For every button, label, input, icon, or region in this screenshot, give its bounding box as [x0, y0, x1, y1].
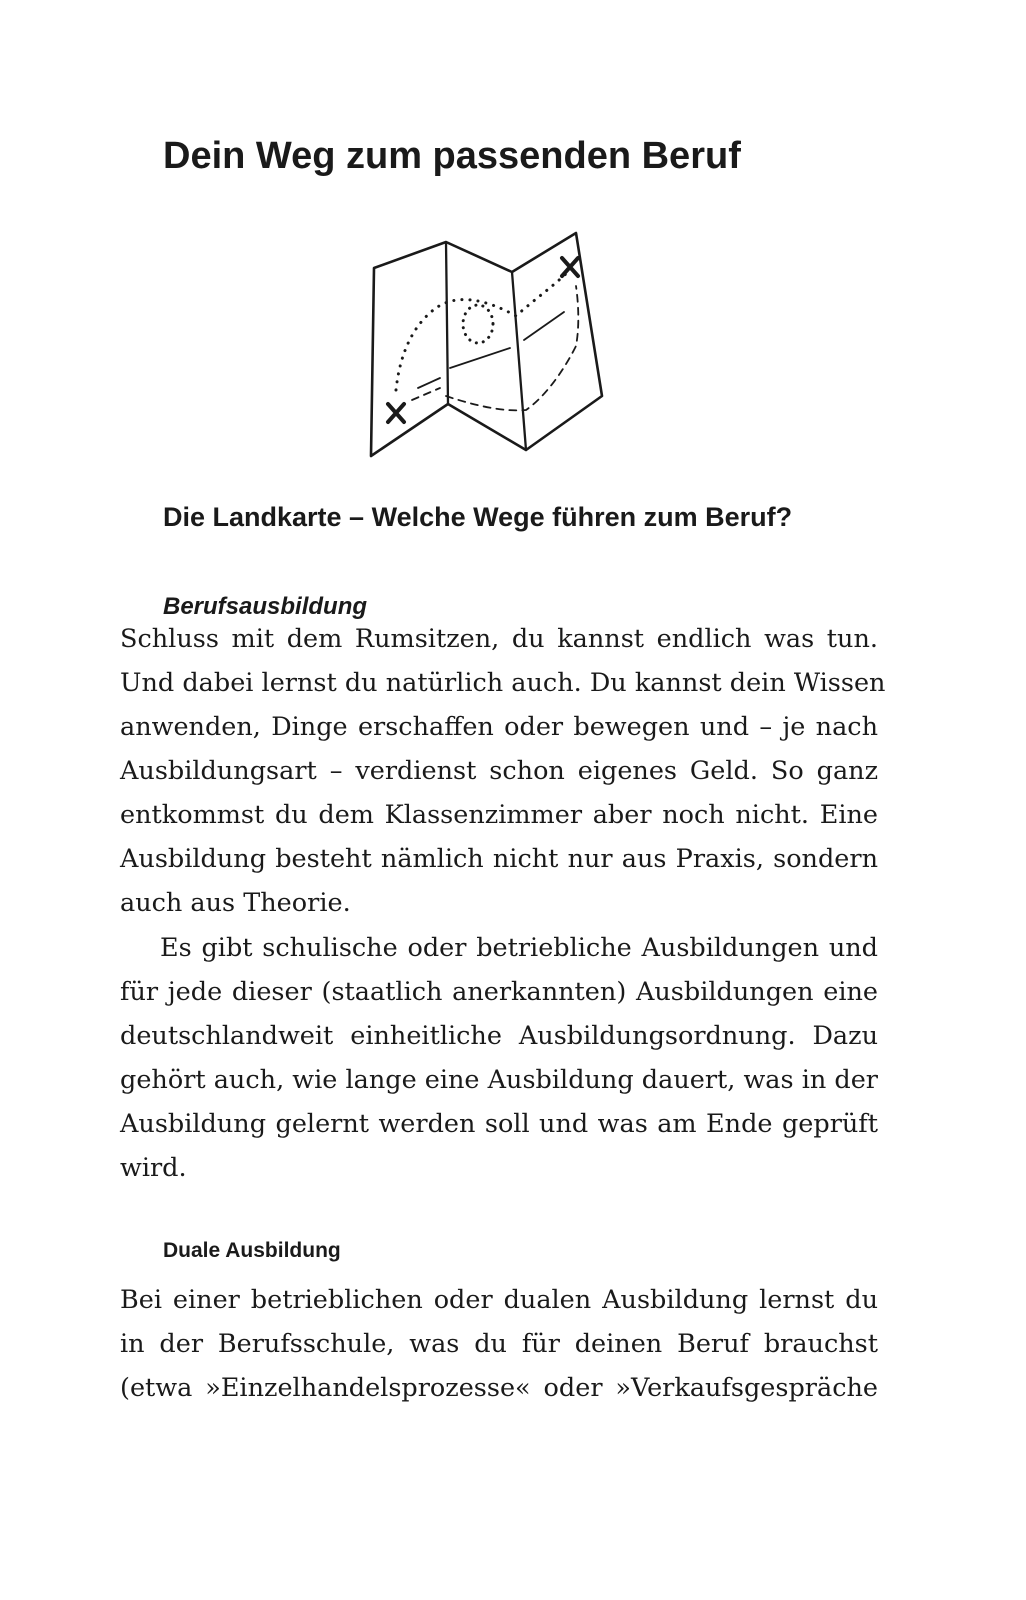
text-line: entkommst du dem Klassenzimmer aber noch nicht. Eine: [120, 800, 878, 830]
text-line: Und dabei lernst du natürlich auch. Du kannst dein Wissen: [120, 668, 886, 698]
text-line: anwenden, Dinge erschaffen oder bewegen und – je nach: [120, 712, 878, 742]
text-line: Bei einer betrieblichen oder dualen Ausbildung lernst du: [120, 1285, 878, 1315]
subheading-duale-ausbildung: Duale Ausbildung: [163, 1239, 341, 1262]
text-line: Schluss mit dem Rumsitzen, du kannst endlich was tun.: [120, 624, 878, 654]
text-line: Ausbildung besteht nämlich nicht nur aus Praxis, sondern: [120, 844, 878, 874]
text-line: (etwa »Einzelhandelsprozesse« oder »Verkaufsgespräche: [120, 1373, 878, 1403]
text-line: für jede dieser (staatlich anerkannten) Ausbildungen eine: [120, 977, 878, 1007]
text-line: in der Berufsschule, was du für deinen Beruf brauchst: [120, 1329, 878, 1359]
treasure-map-icon: [366, 228, 630, 474]
text-line: deutschlandweit einheitliche Ausbildungsordnung. Dazu: [120, 1021, 878, 1051]
text-line: Es gibt schulische oder betriebliche Ausbildungen und: [160, 933, 878, 963]
text-line: gehört auch, wie lange eine Ausbildung dauert, was in der: [120, 1065, 878, 1095]
paragraph: [120, 617, 886, 925]
paragraph: [120, 1278, 878, 1410]
section-heading: Die Landkarte – Welche Wege führen zum Beruf?: [163, 502, 793, 532]
chapter-title: Dein Weg zum passenden Beruf: [163, 135, 741, 177]
text-line: auch aus Theorie.: [120, 888, 351, 918]
text-line: Ausbildungsart – verdienst schon eigenes Geld. So ganz: [120, 756, 878, 786]
text-line: Ausbildung gelernt werden soll und was am Ende geprüft: [120, 1109, 878, 1139]
paragraph: [120, 926, 878, 1190]
text-line: wird.: [120, 1153, 187, 1183]
subheading-berufsausbildung: Berufsausbildung: [163, 593, 368, 620]
